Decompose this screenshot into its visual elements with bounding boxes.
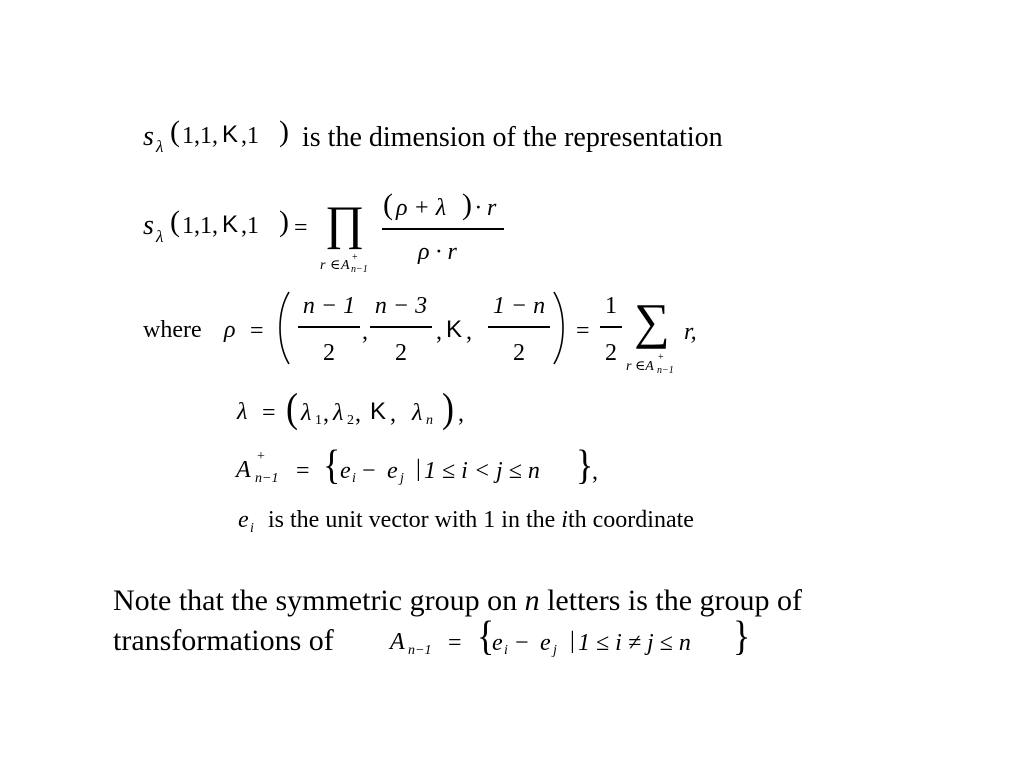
fraction-1-minus-n-over-2 <box>488 293 550 320</box>
fraction-numerator: n − 3 <box>374 293 428 319</box>
sum-subscript: r ∈A <box>626 359 654 374</box>
sub-n: n <box>426 413 433 428</box>
i-italic: i <box>561 507 568 533</box>
lambda-1: λ <box>301 400 312 426</box>
denominator-rho-dot-r: ρ · r <box>418 239 457 265</box>
open-paren: ( <box>170 115 180 148</box>
comma: , <box>436 319 442 345</box>
r-tail: r, <box>684 319 697 345</box>
dimension-text: is the dimension of the representation <box>302 122 723 153</box>
lambda-subscript: λ <box>156 137 164 156</box>
sub-j: j <box>553 643 557 658</box>
superscript-plus: + <box>257 449 265 464</box>
lambda-2: λ <box>333 400 344 426</box>
fraction-denominator: 2 <box>605 340 617 366</box>
comma: , <box>323 401 329 427</box>
fraction-n-minus-1-over-2 <box>298 293 360 320</box>
sum-symbol: ∑ <box>634 293 670 349</box>
lambda-symbol: λ <box>237 399 248 425</box>
fraction-bar <box>600 326 622 328</box>
fraction-one-half <box>600 293 622 320</box>
equals-sign: = <box>296 458 310 484</box>
product-sub-A: A <box>341 258 350 273</box>
trailing-comma: , <box>458 401 464 427</box>
trailing-comma: , <box>592 459 598 485</box>
ellipsis-k: K <box>222 121 239 148</box>
fraction-numerator: 1 − n <box>492 293 546 319</box>
rho-symbol: ρ <box>224 317 236 343</box>
comma: , <box>466 319 472 345</box>
args-tail: ,1 <box>241 123 259 149</box>
sub-2: 2 <box>347 413 354 428</box>
minus-sign: − <box>362 458 376 484</box>
sub-j: j <box>400 471 404 486</box>
args: 1,1, <box>182 213 218 239</box>
sub-1: 1 <box>315 413 322 428</box>
open-paren: ( <box>170 205 180 238</box>
equals-sign: = <box>448 630 462 656</box>
unit-vector-text: is the unit vector with 1 in the ith coordinate <box>268 507 694 533</box>
equals-sign: = <box>250 318 264 344</box>
subscript-index: n−1 <box>255 471 279 486</box>
product-sub-in: ∈ <box>330 258 341 273</box>
comma: , <box>355 401 361 427</box>
fraction-n-minus-3-over-2 <box>370 293 432 320</box>
open-brace: { <box>477 612 495 659</box>
product-symbol: ∏ <box>325 197 365 250</box>
fraction-bar <box>370 326 432 328</box>
product-sub-index: n−1 <box>351 264 368 275</box>
big-left-paren <box>275 290 291 366</box>
close-brace: } <box>576 441 594 488</box>
vertical-bar: | <box>570 628 575 654</box>
s-symbol: s <box>143 121 154 152</box>
args: 1,1, <box>182 123 218 149</box>
fraction-denominator: 2 <box>395 340 407 366</box>
sub-i: i <box>352 471 356 486</box>
index-condition: 1 ≤ i < j ≤ n <box>424 458 540 484</box>
product-sub-plus: + <box>352 252 358 263</box>
e-j: e <box>387 458 398 484</box>
num-close-paren: ) <box>462 188 472 221</box>
big-right-paren <box>552 290 568 366</box>
fraction-numerator: 1 <box>605 293 617 319</box>
A-symbol: A <box>390 629 405 655</box>
where-label: where <box>143 317 202 343</box>
e-i: e <box>492 630 503 656</box>
num-dot-r: · r <box>475 195 497 221</box>
e-i: e <box>340 458 351 484</box>
fraction-bar <box>298 326 360 328</box>
index-condition: 1 ≤ i ≠ j ≤ n <box>578 630 691 656</box>
ellipsis-k: K <box>222 211 239 238</box>
ellipsis-k: K <box>446 316 463 343</box>
product-sub-r: r <box>320 258 326 273</box>
open-brace: { <box>323 441 341 488</box>
lambda-n: λ <box>412 400 423 426</box>
fraction-denominator: 2 <box>513 340 525 366</box>
comma: , <box>362 319 368 345</box>
equals-sign: = <box>262 400 276 426</box>
num-open-paren: ( <box>383 188 393 221</box>
e-symbol: e <box>238 507 249 533</box>
A-symbol: A <box>236 457 251 483</box>
close-paren: ) <box>279 115 289 148</box>
sub-i: i <box>250 521 254 536</box>
num-rho-plus-lambda: ρ + λ <box>396 195 447 221</box>
close-brace: } <box>733 612 751 659</box>
comma: , <box>390 401 396 427</box>
sum-sub-plus: + <box>658 352 664 363</box>
minus-sign: − <box>515 630 529 656</box>
fraction-numerator: n − 1 <box>302 293 356 319</box>
close-paren: ) <box>442 384 454 431</box>
e-j: e <box>540 630 551 656</box>
lambda-subscript: λ <box>156 227 164 246</box>
equals-sign: = <box>576 318 590 344</box>
sub-i: i <box>504 643 508 658</box>
n-italic: n <box>524 584 540 617</box>
fraction-bar <box>488 326 550 328</box>
note-line-1: Note that the symmetric group on n letters is the group of <box>113 584 803 617</box>
equals-sign: = <box>294 215 308 241</box>
vertical-bar: | <box>416 456 421 482</box>
close-paren: ) <box>279 205 289 238</box>
sum-sub-index: n−1 <box>657 365 674 376</box>
note-line-2: transformations of <box>113 624 334 657</box>
fraction-bar <box>382 228 504 230</box>
ellipsis-k: K <box>370 398 387 425</box>
fraction-denominator: 2 <box>323 340 335 366</box>
open-paren: ( <box>286 384 298 431</box>
args-tail: ,1 <box>241 213 259 239</box>
s-symbol: s <box>143 210 154 241</box>
subscript-index: n−1 <box>408 643 432 658</box>
